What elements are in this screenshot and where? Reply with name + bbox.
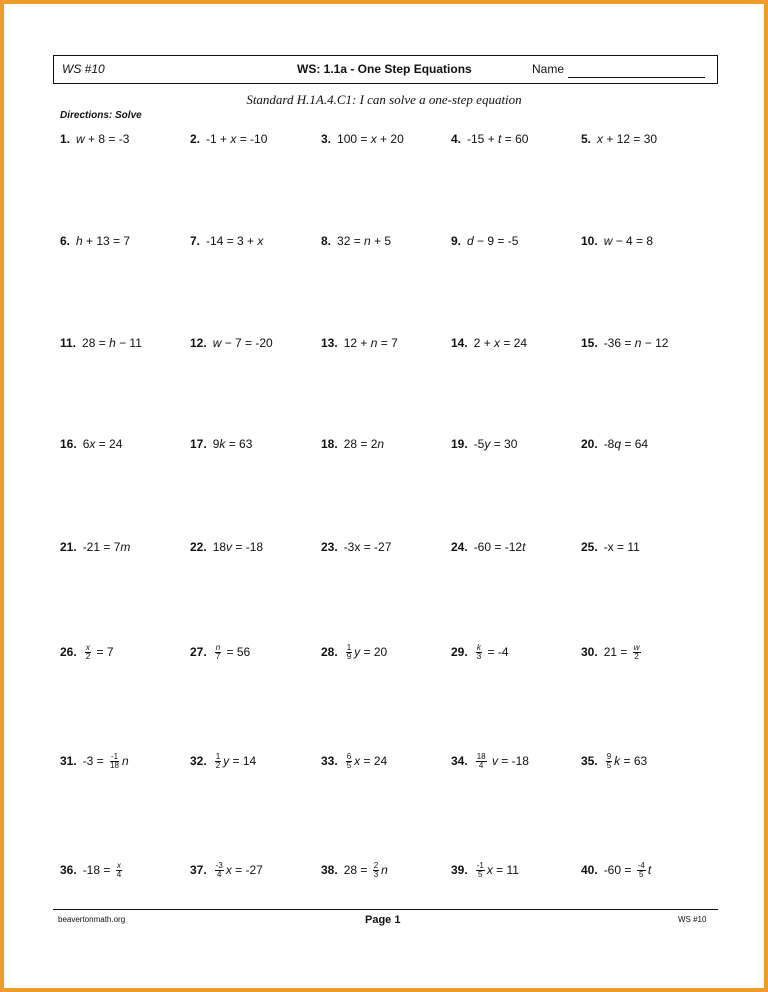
fraction-numerator: -1 [476, 860, 484, 870]
equation [474, 437, 518, 451]
fraction-denominator: 3 [476, 651, 482, 661]
equation-text: 28 = 2 [343, 437, 378, 451]
equation [344, 644, 387, 661]
problem-number: 18. [321, 437, 338, 451]
fraction-numerator: w [633, 642, 640, 652]
problem-number: 8. [321, 234, 332, 248]
variable: k [614, 754, 621, 768]
problem-12 [190, 331, 273, 355]
equation-text: = 24 [95, 437, 123, 451]
equation [83, 862, 124, 879]
problem-number: 24. [451, 540, 468, 554]
fraction [85, 644, 91, 661]
problem-6 [60, 229, 130, 253]
problem-number: 12. [190, 336, 207, 350]
problem-26 [60, 640, 114, 664]
problem-28 [321, 640, 387, 664]
equation [604, 437, 648, 451]
equation-text: 32 = [337, 234, 365, 248]
equation [83, 437, 123, 451]
equation-text: = 64 [621, 437, 649, 451]
equation [344, 540, 392, 554]
fraction-denominator: 5 [346, 760, 352, 770]
standard-statement: Standard H.1A.4.C1: I can solve a one-step equation [246, 92, 522, 107]
fraction-numerator: -4 [637, 860, 645, 870]
equation-text: -14 = 3 + [206, 234, 258, 248]
equation-text: 18 [212, 540, 227, 554]
fraction-denominator: 9 [346, 651, 352, 661]
equation-text: -1 + [206, 132, 231, 146]
worksheet-title: WS: 1.1a - One Step Equations [297, 62, 472, 76]
equation-text: + 20 [376, 132, 404, 146]
equation-text: − 7 = -20 [221, 336, 273, 350]
variable: x [257, 234, 264, 248]
equation-text: -15 + [467, 132, 499, 146]
fraction [606, 753, 612, 770]
fraction-denominator: 2 [215, 760, 221, 770]
problem-17 [190, 432, 252, 456]
equation-text: = 7 [93, 645, 114, 659]
fraction-denominator: 2 [85, 651, 91, 661]
variable: h [109, 336, 116, 350]
equation-text: = 11 [492, 863, 519, 877]
variable: n [121, 754, 129, 768]
problem-number: 22. [190, 540, 207, 554]
problem-40 [581, 858, 651, 882]
equation [213, 862, 263, 879]
equation [604, 234, 653, 248]
problem-number: 36. [60, 863, 77, 877]
variable: h [76, 234, 83, 248]
equation [213, 644, 250, 661]
problem-32 [190, 749, 256, 773]
fraction [109, 753, 120, 770]
equation-text: -8 [603, 437, 615, 451]
equation-text: 28 = [343, 863, 371, 877]
fraction-numerator: x [116, 860, 121, 870]
fraction [633, 644, 641, 661]
fraction-numerator: 2 [373, 860, 379, 870]
fraction [116, 862, 122, 879]
problem-number: 29. [451, 645, 468, 659]
variable: q [614, 437, 622, 451]
equation [474, 862, 519, 879]
worksheet-header [53, 55, 718, 84]
problem-9 [451, 229, 518, 253]
variable: n [370, 336, 378, 350]
footer-website: beavertonmath.org [58, 915, 126, 924]
equation-text: − 11 [115, 336, 142, 350]
equation [604, 540, 640, 554]
equation [597, 132, 657, 146]
problem-number: 3. [321, 132, 332, 146]
equation [467, 234, 518, 248]
problem-number: 23. [321, 540, 338, 554]
variable: x [486, 863, 493, 877]
variable: x [89, 437, 96, 451]
fraction-numerator: 6 [346, 751, 352, 761]
name-blank-line[interactable] [568, 77, 705, 78]
variable: x [370, 132, 377, 146]
fraction [346, 753, 352, 770]
fraction-denominator: 3 [373, 869, 379, 879]
fraction-denominator: 4 [478, 760, 484, 770]
footer-worksheet-id: WS #10 [678, 915, 707, 924]
problem-number: 34. [451, 754, 468, 768]
problem-39 [451, 858, 519, 882]
equation-text: -60 = [603, 863, 635, 877]
variable: t [522, 540, 526, 554]
equation-text: -5 [473, 437, 485, 451]
equation-text: = 24 [360, 754, 388, 768]
problem-22 [190, 535, 263, 559]
fraction-denominator: 18 [110, 760, 119, 770]
problem-27 [190, 640, 250, 664]
fraction [215, 753, 221, 770]
problem-20 [581, 432, 648, 456]
equation [213, 540, 263, 554]
equation-text: -36 = [603, 336, 635, 350]
problem-number: 20. [581, 437, 598, 451]
equation-text: -18 = [82, 863, 114, 877]
equation [474, 540, 526, 554]
variable: t [498, 132, 502, 146]
equation [213, 753, 256, 770]
equation [474, 753, 529, 770]
variable: n [634, 336, 642, 350]
problem-number: 27. [190, 645, 207, 659]
problem-16 [60, 432, 122, 456]
equation [82, 336, 142, 350]
variable: w [76, 132, 85, 146]
equation-text: -60 = -12 [473, 540, 523, 554]
variable: w [603, 234, 613, 248]
fraction-numerator: 1 [346, 642, 352, 652]
problem-number: 19. [451, 437, 468, 451]
equation-text: = 7 [377, 336, 398, 350]
equation [206, 234, 263, 248]
problem-31 [60, 749, 129, 773]
problem-number: 14. [451, 336, 468, 350]
problem-33 [321, 749, 387, 773]
equation [206, 132, 267, 146]
problem-34 [451, 749, 529, 773]
equation [83, 644, 114, 661]
equation-text: -21 = 7 [82, 540, 121, 554]
problem-number: 7. [190, 234, 201, 248]
equation-text: 28 = [82, 336, 110, 350]
equation-text: -3x = -27 [343, 540, 392, 554]
fraction-denominator: 5 [606, 760, 612, 770]
fraction [476, 862, 485, 879]
equation-text: = 30 [490, 437, 518, 451]
variable: d [467, 234, 474, 248]
variable: x [494, 336, 501, 350]
problem-number: 21. [60, 540, 77, 554]
equation [83, 540, 131, 554]
variable: y [354, 645, 361, 659]
problem-38 [321, 858, 388, 882]
fraction [346, 644, 352, 661]
problem-number: 38. [321, 863, 338, 877]
equation-text: 100 = [337, 132, 371, 146]
problem-number: 25. [581, 540, 598, 554]
equation [474, 336, 527, 350]
fraction-numerator: n [215, 642, 221, 652]
equation [344, 862, 388, 879]
problem-number: 15. [581, 336, 598, 350]
fraction-denominator: 5 [478, 869, 483, 879]
equation-text: = 14 [229, 754, 257, 768]
equation [337, 234, 391, 248]
variable: w [212, 336, 222, 350]
problem-19 [451, 432, 517, 456]
fraction [476, 753, 487, 770]
equation-text: 6 [82, 437, 90, 451]
fraction [476, 644, 482, 661]
equation [467, 132, 528, 146]
equation-text: = 60 [501, 132, 529, 146]
problem-7 [190, 229, 263, 253]
problem-24 [451, 535, 525, 559]
fraction-numerator: -1 [110, 751, 119, 761]
problem-11 [60, 331, 142, 355]
problem-2 [190, 127, 267, 151]
problem-number: 5. [581, 132, 592, 146]
problem-number: 35. [581, 754, 598, 768]
problem-29 [451, 640, 509, 664]
problem-number: 17. [190, 437, 207, 451]
equation [604, 644, 643, 661]
problem-3 [321, 127, 404, 151]
fraction-denominator: 4 [116, 869, 122, 879]
equation [76, 132, 129, 146]
problem-25 [581, 535, 640, 559]
problem-number: 28. [321, 645, 338, 659]
fraction-denominator: 5 [639, 869, 644, 879]
equation [76, 234, 130, 248]
equation [344, 753, 387, 770]
variable: x [225, 863, 232, 877]
problem-number: 33. [321, 754, 338, 768]
equation-text: + 13 = 7 [82, 234, 131, 248]
equation-text: = -4 [484, 645, 509, 659]
equation-text: + 12 = 30 [603, 132, 658, 146]
problem-23 [321, 535, 391, 559]
problem-5 [581, 127, 657, 151]
problem-number: 16. [60, 437, 77, 451]
equation-text: = 20 [360, 645, 388, 659]
problem-number: 2. [190, 132, 201, 146]
equation [604, 862, 652, 879]
variable: y [484, 437, 491, 451]
directions: Directions: Solve [60, 110, 142, 121]
fraction-denominator: 7 [215, 651, 221, 661]
problem-18 [321, 432, 384, 456]
problem-number: 40. [581, 863, 598, 877]
problem-number: 13. [321, 336, 338, 350]
fraction [373, 862, 379, 879]
equation [213, 336, 273, 350]
problem-number: 9. [451, 234, 462, 248]
problem-1 [60, 127, 129, 151]
fraction [637, 862, 646, 879]
problem-10 [581, 229, 653, 253]
problem-35 [581, 749, 647, 773]
equation [337, 132, 404, 146]
equation-text: = -27 [231, 863, 263, 877]
equation-text: 21 = [603, 645, 631, 659]
fraction-denominator: 2 [634, 651, 639, 661]
problem-number: 32. [190, 754, 207, 768]
problem-21 [60, 535, 130, 559]
fraction-numerator: 9 [606, 751, 612, 761]
name-label: Name [532, 62, 565, 76]
equation-text: -3 = [82, 754, 108, 768]
problem-number: 37. [190, 863, 207, 877]
equation-text: = 63 [225, 437, 253, 451]
problem-number: 10. [581, 234, 598, 248]
fraction [215, 862, 224, 879]
problem-number: 4. [451, 132, 462, 146]
problem-4 [451, 127, 528, 151]
fraction-numerator: x [85, 642, 90, 652]
equation [474, 644, 509, 661]
variable: x [230, 132, 237, 146]
variable: m [120, 540, 131, 554]
equation-text: − 4 = 8 [612, 234, 654, 248]
fraction-numerator: -3 [215, 860, 223, 870]
equation [83, 753, 129, 770]
equation-text: = 24 [500, 336, 528, 350]
equation-text: − 12 [641, 336, 669, 350]
variable: y [223, 754, 230, 768]
variable: v [491, 754, 498, 768]
problem-13 [321, 331, 398, 355]
equation-text: = -10 [236, 132, 268, 146]
equation-text: = -18 [497, 754, 529, 768]
footer-divider [53, 909, 718, 910]
problem-number: 1. [60, 132, 71, 146]
equation-text: = 63 [620, 754, 648, 768]
problem-15 [581, 331, 668, 355]
fraction-numerator: k [476, 642, 481, 652]
equation-text: 12 + [343, 336, 371, 350]
variable: n [381, 863, 388, 877]
worksheet-id: WS #10 [62, 62, 105, 76]
equation-text: -x = 11 [603, 540, 640, 554]
equation [604, 336, 669, 350]
problem-number: 6. [60, 234, 71, 248]
variable: n [377, 437, 385, 451]
problem-number: 31. [60, 754, 77, 768]
variable: x [354, 754, 361, 768]
problem-8 [321, 229, 391, 253]
problem-number: 11. [60, 336, 77, 350]
variable: n [364, 234, 371, 248]
fraction [215, 644, 221, 661]
problem-number: 30. [581, 645, 598, 659]
equation-text: + 8 = -3 [84, 132, 130, 146]
equation [213, 437, 253, 451]
equation-text: 2 + [473, 336, 495, 350]
problem-30 [581, 640, 643, 664]
page-number: Page 1 [365, 914, 401, 926]
equation [344, 437, 384, 451]
fraction-denominator: 4 [217, 869, 222, 879]
problem-number: 26. [60, 645, 77, 659]
equation-text: 9 [212, 437, 220, 451]
variable: t [647, 863, 652, 877]
equation-text: − 9 = -5 [473, 234, 519, 248]
variable: x [597, 132, 604, 146]
problem-14 [451, 331, 527, 355]
equation [604, 753, 647, 770]
problem-36 [60, 858, 124, 882]
equation-text: + 5 [370, 234, 392, 248]
variable: v [226, 540, 233, 554]
problem-37 [190, 858, 263, 882]
equation [344, 336, 398, 350]
variable: k [219, 437, 226, 451]
fraction-numerator: 1 [215, 751, 221, 761]
equation-text: = -18 [232, 540, 264, 554]
fraction-numerator: 18 [476, 751, 486, 761]
problem-number: 39. [451, 863, 468, 877]
equation-text: = 56 [223, 645, 251, 659]
